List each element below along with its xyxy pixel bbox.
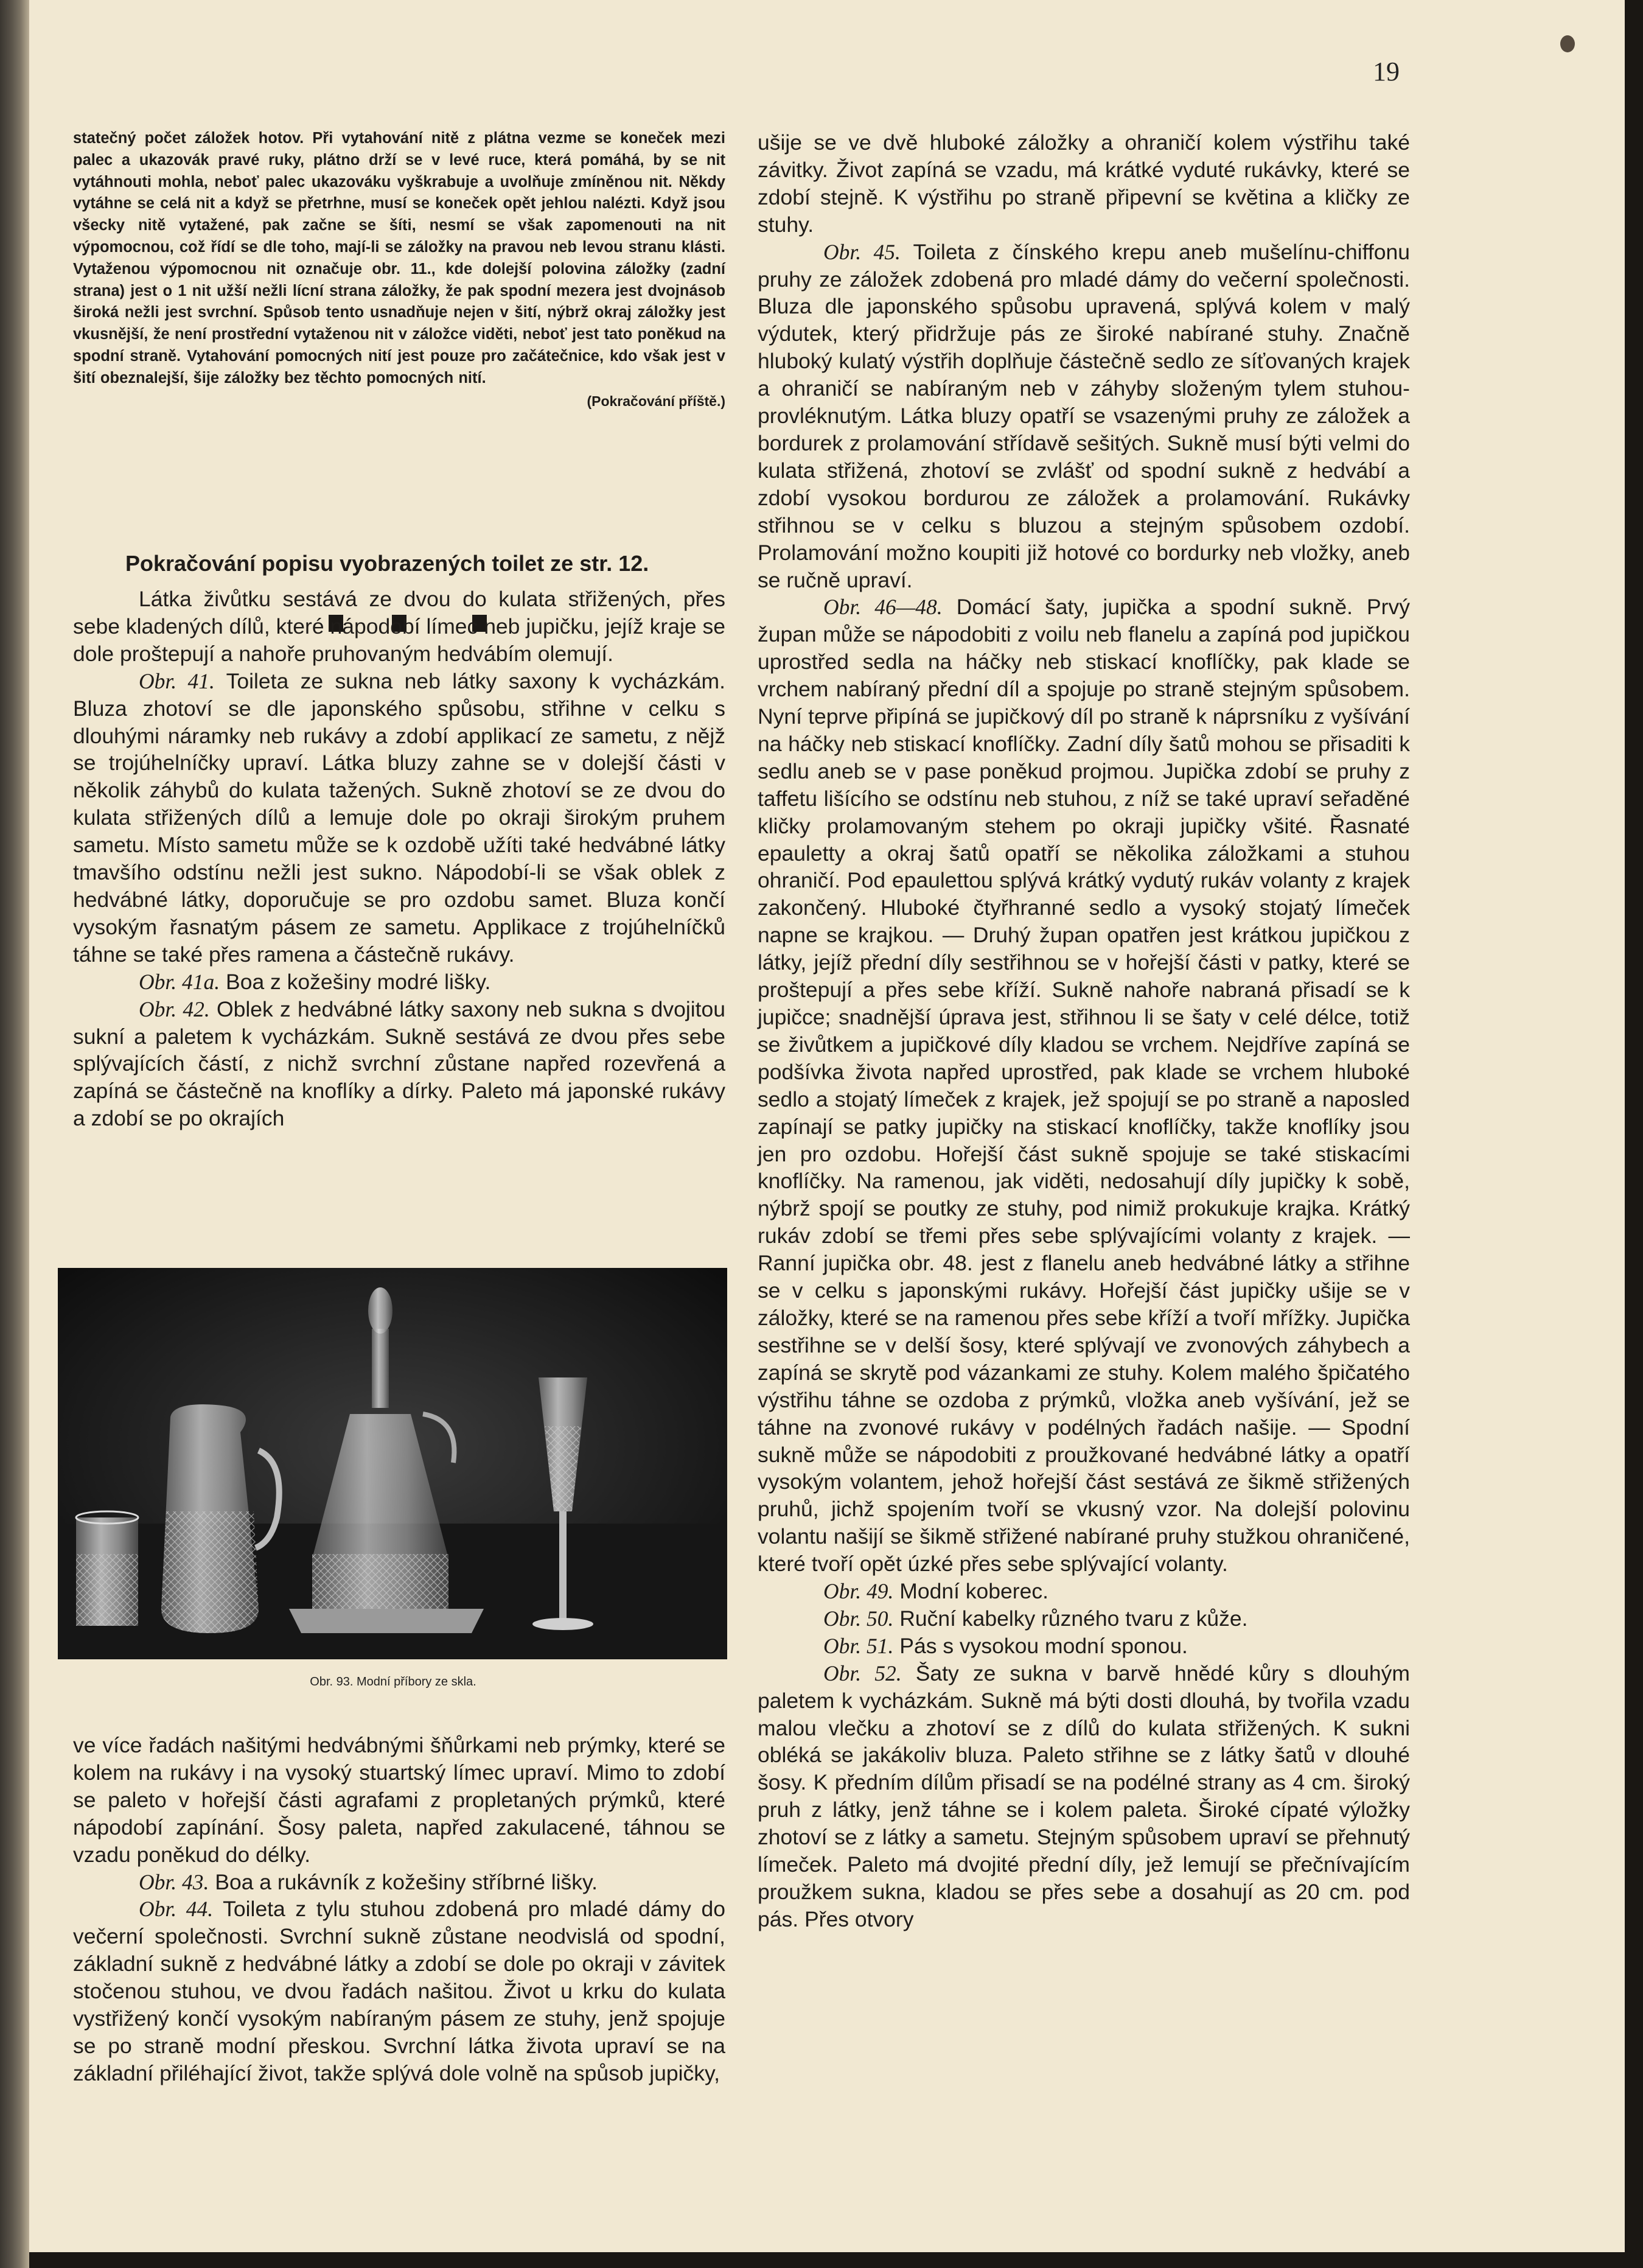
figure-ref: Obr. 41a. [139,969,220,994]
book-binding-edge [0,0,29,2268]
paragraph: Obr. 45. Toileta z čínského krepu aneb mušelínu-chiffonu pruhy ze záložek zdobená pro mladé dámy do večerní společnosti. Bluza dle japonského spůsobu upravená, splývá kolem v malý výdutek, který přidržuje pás ze široké nabírané stuhy. Značně hluboký kulatý výstřih doplňuje částečně sedlo ze síťovaných krajek a ohraničí se nabíraným neb v záhyby složeným tylem stuhou-provléknutým. Látka bluzy opatří se vsazenými pruhy ze záložek a bordurek z prolamování střídavě sešitých. Sukně musí býti velmi do kulata střižená, zhotoví se zvlášť od spodní sukně z hedvábí a zdobí vysokou bordurou ze záložek a prolamování. Rukávky střihnou se v celku s bluzou a stejným spůsobem ozdobí. Prolamování možno koupiti již hotové co bordurky neb vložky, aneb se ručně upraví. [758,239,1410,592]
right-column [758,129,1410,1933]
figure-ref: Obr. 44. [139,1897,214,1922]
paragraph: ve více řadách našitými hedvábnými šňůrkami neb prýmky, které se kolem na rukávy i na vysoký stuartský límec upraví. Mimo to zdobí se paleto v hořejší části agrafami z propletaných prýmků, které nápodobí zapínání. Šosy paleta, napřed zakulacené, táhnou se vzadu poněkud do délky. [73,1733,725,1867]
figure-ref: Obr. 49. [823,1579,894,1604]
paragraph: Obr. 44. Toileta z tylu stuhou zdobená pro mladé dámy do večerní společnosti. Svrchní sukně zůstane neodvislá od spodní, základní sukně z hedvábné látky a zdobí se dole po okraji v závitek stočenou stuhou, ve dvou řadách našitou. Život u krku do kulata vystřižený končí vysokým nabíraným pásem ze stuhy, jenž spojuje se po straně modní přeskou. Svrchní látka života upraví se na základní přiléhající život, takže splývá dole volně na spůsob jupičky, [73,1897,725,2085]
left-column [73,128,725,410]
section-heading: Pokračování popisu vyobrazených toilet ze str. 12. [125,551,649,576]
figure-ref: Obr. 52. [823,1661,902,1685]
figure-ref: Obr. 51. [823,1633,894,1658]
glassware-photo [58,1268,727,1659]
paragraph: Obr. 42. Oblek z hedvábné látky saxony neb sukna s dvojitou sukní a paletem k vycházkám. Sukně sestává ze dvou přes sebe splývajících částí, z nichž svrchní zůstane napřed rozevřená a zapíná se částečně na knoflíky a dírky. Paleto má japonské rukávy a zdobí se po okrajích [73,996,725,1131]
paragraph: Látka živůtku sestává ze dvou do kulata střižených, přes sebe kladených dílů, které nápodobí límec neb jupičku, jejíž kraje se dole proštepují a nahoře pruhovaným hedvábím olemují. [73,587,725,666]
figure-ref: Obr. 46—48. [823,595,943,620]
top-text-block: statečný počet záložek hotov. Při vytahování nitě z plátna vezme se koneček mezi palec a ukazovák pravé ruky, plátno drží se v levé ruce, která pomáhá, by se nit vytáhnouti mohla, neboť palec ukazováku vyškrabuje a uvolňuje zmíněnou nit. Někdy vytáhne se celá nit a když se přetrhne, musí se koneček opět jehlou nalézti. Když jsou všecky nitě vytažené, pak začne se šíti, nesmí se však zapomenouti na nit výpomocnou, což řídí se dle toho, mají-li se záložky na pravou neb levou stranu klásti. Vytaženou výpomocnou nit označuje obr. 11., kde dolejší polovina záložky (zadní strana) jest o 1 nit užší nežli lícní strana záložky, že pak spodní mezera jest dvojnásob široká nežli jest svrchní. Spůsob tento usnadňuje nejen v šití, nýbrž okraj záložky jest vkusnější, že není prostřední vytaženou nit v záložce viděti, neboť jest tato poněkud na spodní straně. Vytahování pomocných nití jest pouze pro začátečnice, kdo však jest v šití obeznalejší, šije záložky bez těchto pomocných nití. [73,130,725,387]
left-column-lower [73,1732,725,2087]
left-column-body [73,586,725,1132]
tumbler-glass [76,1511,138,1626]
ink-spot [1560,35,1575,52]
paragraph: Obr. 41a. Boa z kožešiny modré lišky. [139,969,491,994]
figure-ref: Obr. 42. [139,996,210,1021]
paragraph: Obr. 43. Boa a rukávník z kožešiny stříbrné lišky. [139,1869,598,1894]
paragraph: Obr. 50. Ruční kabelky různého tvaru z kůže. [823,1606,1248,1631]
paragraph: Obr. 41. Toileta ze sukna neb látky saxony k vycházkám. Bluza zhotoví se dle japonského spůsobu, střihne v celku s dlouhými náramky neb rukávy a zdobí applikací ze sametu, z nějž se trojúhelníčky upraví. Látka bluzy zahne se v dolejší části v několik záhybů do kulata tažených. Sukně zhotoví se ze dvou do kulata střižených dílů a lemuje dole po okraji širokým pruhem sametu. Místo sametu může se k ozdobě užíti také hedvábné látky tmavšího odstínu nežli jest sukno. Nápodobí-li se však oblek z hedvábné látky, doporučuje se pro ozdobu samet. Bluza končí vysokým řasnatým pásem ze sametu. Applikace z trojúhelníčků táhne se také přes ramena a částečně rukávy. [73,668,725,967]
paragraph: ušije se ve dvě hluboké záložky a ohraničí kolem výstřihu také závitky. Život zapíná se vzadu, má krátké vyduté rukávky, které se zdobí stejně. K výstřihu po straně připevní se květina a kličky ze stuhy. [758,130,1410,237]
figure-ref: Obr. 45. [823,239,901,264]
figure-ref: Obr. 43. [139,1869,209,1894]
paragraph: Obr. 49. Modní koberec. [823,1579,1048,1604]
page-number: 19 [1373,57,1400,86]
paragraph: Obr. 51. Pás s vysokou modní sponou. [823,1633,1188,1658]
continued-note: (Pokračování příště.) [587,393,725,409]
photo-caption: Obr. 93. Modní příbory ze skla. [310,1675,476,1689]
figure-ref: Obr. 50. [823,1606,894,1631]
figure-ref: Obr. 41. [139,668,215,693]
paragraph: Obr. 46—48. Domácí šaty, jupička a spodní sukně. Prvý župan může se nápodobiti z voilu neb flanelu a zapíná pod jupičkou uprostřed sedla na háčky neb stiskací knoflíčky, pak klade se vrchem nabíraný přední díl a spojuje po straně stejným spůsobem. Nyní teprve připíná se jupičkový díl po straně k náprsníku z vyšívání na háčky neb stiskací knoflíčky. Zadní díly šatů mohou se přisaditi k sedlu aneb se v pase poněkud projmou. Jupička zdobí se pruhy z taffetu lišícího se odstínu neb stuhou, z níž se také upraví seřaděné kličky prolamovaným stehem po okraji jupičky všité. Řasnaté epauletty a okraj šatů opatří se několika záložkami a stuhou ohraničí. Pod epaulettou splývá krátký vydutý rukáv volanty z krajek zakončený. Hluboké čtyřhranné sedlo a vysoký stojatý límeček napne se krajkou. — Druhý župan opatřen jest krátkou jupičkou z látky, jejíž přední díly sestřihnou se v hořejší části v patky, které se proštepují a přes sebe kříží. Sukně nahoře nabraná přisadí se k jupičce; snadnější úprava jest, střihnou li se šaty v celé délce, totiž se živůtkem a jupičkové díly kladou se vrchem. Nejdříve zapíná se podšívka života napřed uprostřed, pak klade se vrchem hluboké sedlo a stojatý límeček z krajek, jež spojují se po straně a naposled zapínají se patky jupičky na stiskací knoflíčky, takže knoflíky jsou jen pro ozdobu. Hořejší část sukně spojuje se také stiskacími knoflíčky. Na ramenou, jak viděti, nedosahují díly jupičky k sobě, nýbrž spojí se poutky ze stuhy, pod nimiž prokukuje krajka. Krátký rukáv zdobí se třemi přes sebe splývajícími volanty z krajek. — Ranní jupička obr. 48. jest z flanelu aneb hedvábné látky a střihne se v celku s japonskými rukávy. Hořejší část jupičky ušije se v záložky, které se na ramenou přes sebe kříží a tvoří mřížky. Jupička sestřihne se v delší šosy, které splývají ve zvonových záhybech a zapíná se skrytě pod vázankami ze stuhy. Kolem malého špičatého výstřihu táhne se ozdoba z prýmků, vložka aneb vyšívání, jež se táhne na zvonové rukávy v podélných řadách našije. — Spodní sukně může se nápodobiti z proužkované hedvábné látky a opatří vysokým volantem, jehož hořejší část sestává ze šikmě střižených pruhů, jichž spojením tvoří se vkusný vzor. Na dolejší polovinu volantu našijí se šikmě střižené nabírané pruhy stužkou ohraničené, které tvoří opět úzké přes sebe splývající volanty. [758,595,1410,1577]
paragraph: Obr. 52. Šaty ze sukna v barvě hnědé kůry s dlouhým paletem k vycházkám. Sukně má býti dosti dlouhá, by tvořila vzadu malou vlečku a zhotoví se z dílů do kulata střižených. K sukni obléká se jakákoliv bluza. Paleto střihne se z látky šatů v dlouhé šosy. K předním dílům přisadí se na podélné strany as 4 cm. široký pruh z látky, jenž táhne se i kolem paleta. Široké cípaté výložky zhotoví se z látky a sametu. Stejným spůsobem upraví se přehnutý límeček. Paleto má dvojité přední díly, jež lemují se přečnívajícím proužkem sukna, kladou se přes sebe a dosahují as 20 cm. pod pás. Přes otvory [758,1661,1410,1931]
glassware-illustration [58,1268,727,1659]
